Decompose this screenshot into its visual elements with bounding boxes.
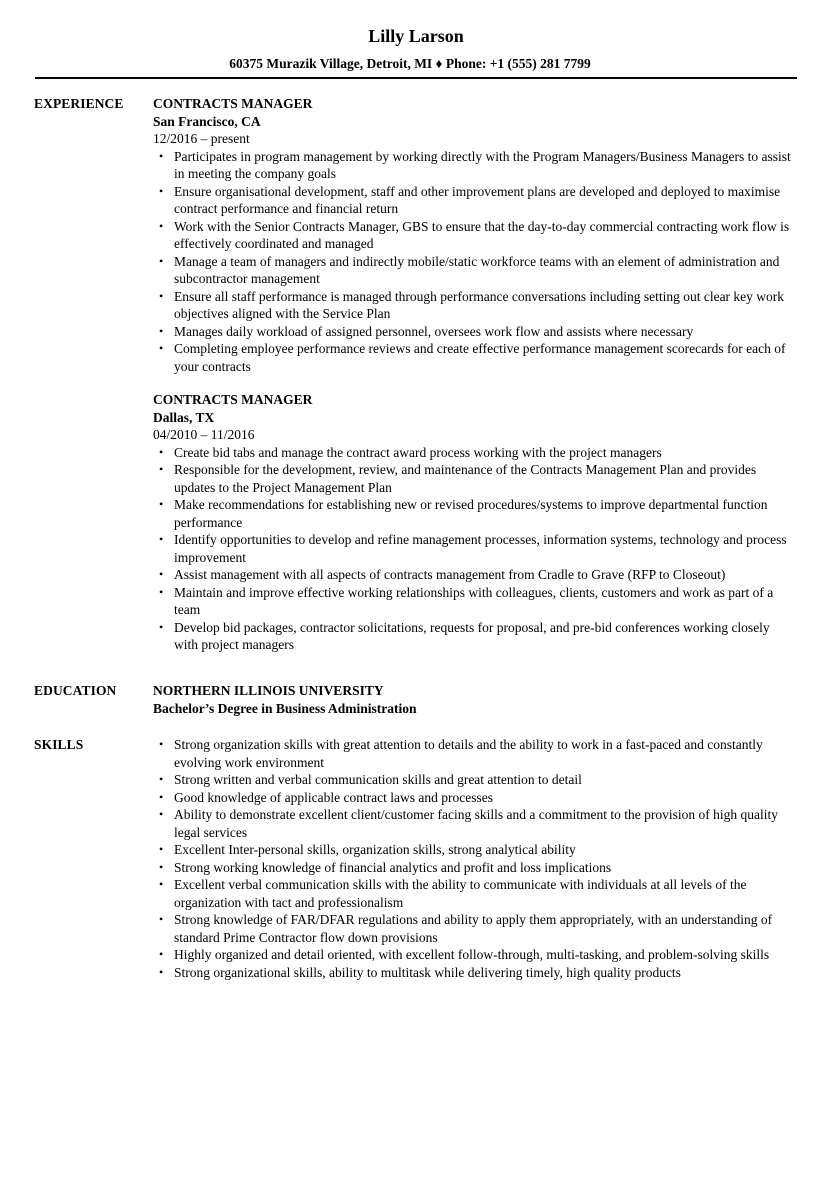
list-item: • Responsible for the development, review, and maintenance of the Contracts Management Plan and provides updates to the Project Management Plan [174,461,793,496]
list-item: • Excellent verbal communication skills with the ability to communicate with individuals at all levels of the organization with tact and professionalism [174,876,793,911]
list-item: • Strong knowledge of FAR/DFAR regulations and ability to apply them appropriately, with an understanding of standard Prime Contractor flow down provisions [174,911,793,946]
list-item: • Make recommendations for establishing new or revised procedures/systems to improve departmental function performance [174,496,793,531]
header-divider [35,77,797,79]
list-item: • Identify opportunities to develop and refine management processes, information systems, technology and process improvement [174,531,793,566]
job-title: CONTRACTS MANAGER [153,96,313,111]
list-item: • Strong organizational skills, ability to multitask while delivering timely, high quality products [174,964,793,982]
list-item: • Good knowledge of applicable contract laws and processes [174,789,793,807]
job-location: Dallas, TX [153,409,215,425]
degree: Bachelor’s Degree in Business Administration [153,700,417,716]
list-item: • Strong organization skills with great attention to details and the ability to work in a fast-paced and constantly evolving work environment [174,736,793,771]
list-item: • Maintain and improve effective working relationships with colleagues, clients, customers and work as part of a team [174,584,793,619]
job-bullets [153,444,793,654]
list-item: • Strong written and verbal communication skills and great attention to detail [174,771,793,789]
job-entry [153,391,793,654]
list-item: • Excellent Inter-personal skills, organization skills, strong analytical ability [174,841,793,859]
contact-line: 60375 Murazik Village, Detroit, MI ♦ Phone: +1 (555) 281 7799 [229,56,591,71]
list-item: • Ensure all staff performance is managed through performance conversations including setting out clear key work objectives aligned with the Service Plan [174,288,793,323]
job-dates: 04/2010 – 11/2016 [153,427,255,442]
list-item: • Manage a team of managers and indirectly mobile/static workforce teams with an element of administration and subcontractor management [174,253,793,288]
education-content [153,682,793,717]
candidate-name: Lilly Larson [368,26,464,46]
section-label-skills: SKILLS [34,737,84,752]
school-name: NORTHERN ILLINOIS UNIVERSITY [153,683,384,698]
list-item: • Participates in program management by working directly with the Program Managers/Business Managers to assist in meeting the company goals [174,148,793,183]
job-bullets [153,148,793,376]
list-item: • Highly organized and detail oriented, with excellent follow-through, multi-tasking, and problem-solving skills [174,946,793,964]
list-item: • Manages daily workload of assigned personnel, oversees work flow and assists where necessary [174,323,793,341]
job-title: CONTRACTS MANAGER [153,392,313,407]
skills-content [153,736,793,981]
section-label-education: EDUCATION [34,683,117,698]
list-item: • Create bid tabs and manage the contract award process working with the project managers [174,444,793,462]
job-location: San Francisco, CA [153,113,261,129]
experience-content [153,95,793,670]
list-item: • Strong working knowledge of financial analytics and profit and loss implications [174,859,793,877]
section-label-experience: EXPERIENCE [34,96,124,111]
list-item: • Assist management with all aspects of contracts management from Cradle to Grave (RFP to Closeout) [174,566,793,584]
skills-list [153,736,793,981]
job-dates: 12/2016 – present [153,131,250,146]
list-item: • Develop bid packages, contractor solicitations, requests for proposal, and pre-bid conferences working closely with project managers [174,619,793,654]
job-entry [153,95,793,375]
list-item: • Completing employee performance reviews and create effective performance management scorecards for each of your contracts [174,340,793,375]
list-item: • Ability to demonstrate excellent client/customer facing skills and a commitment to the provision of high quality legal services [174,806,793,841]
list-item: • Ensure organisational development, staff and other improvement plans are developed and deployed to maximise contract performance and financial return [174,183,793,218]
list-item: • Work with the Senior Contracts Manager, GBS to ensure that the day-to-day commercial contracting work flow is effectively coordinated and managed [174,218,793,253]
